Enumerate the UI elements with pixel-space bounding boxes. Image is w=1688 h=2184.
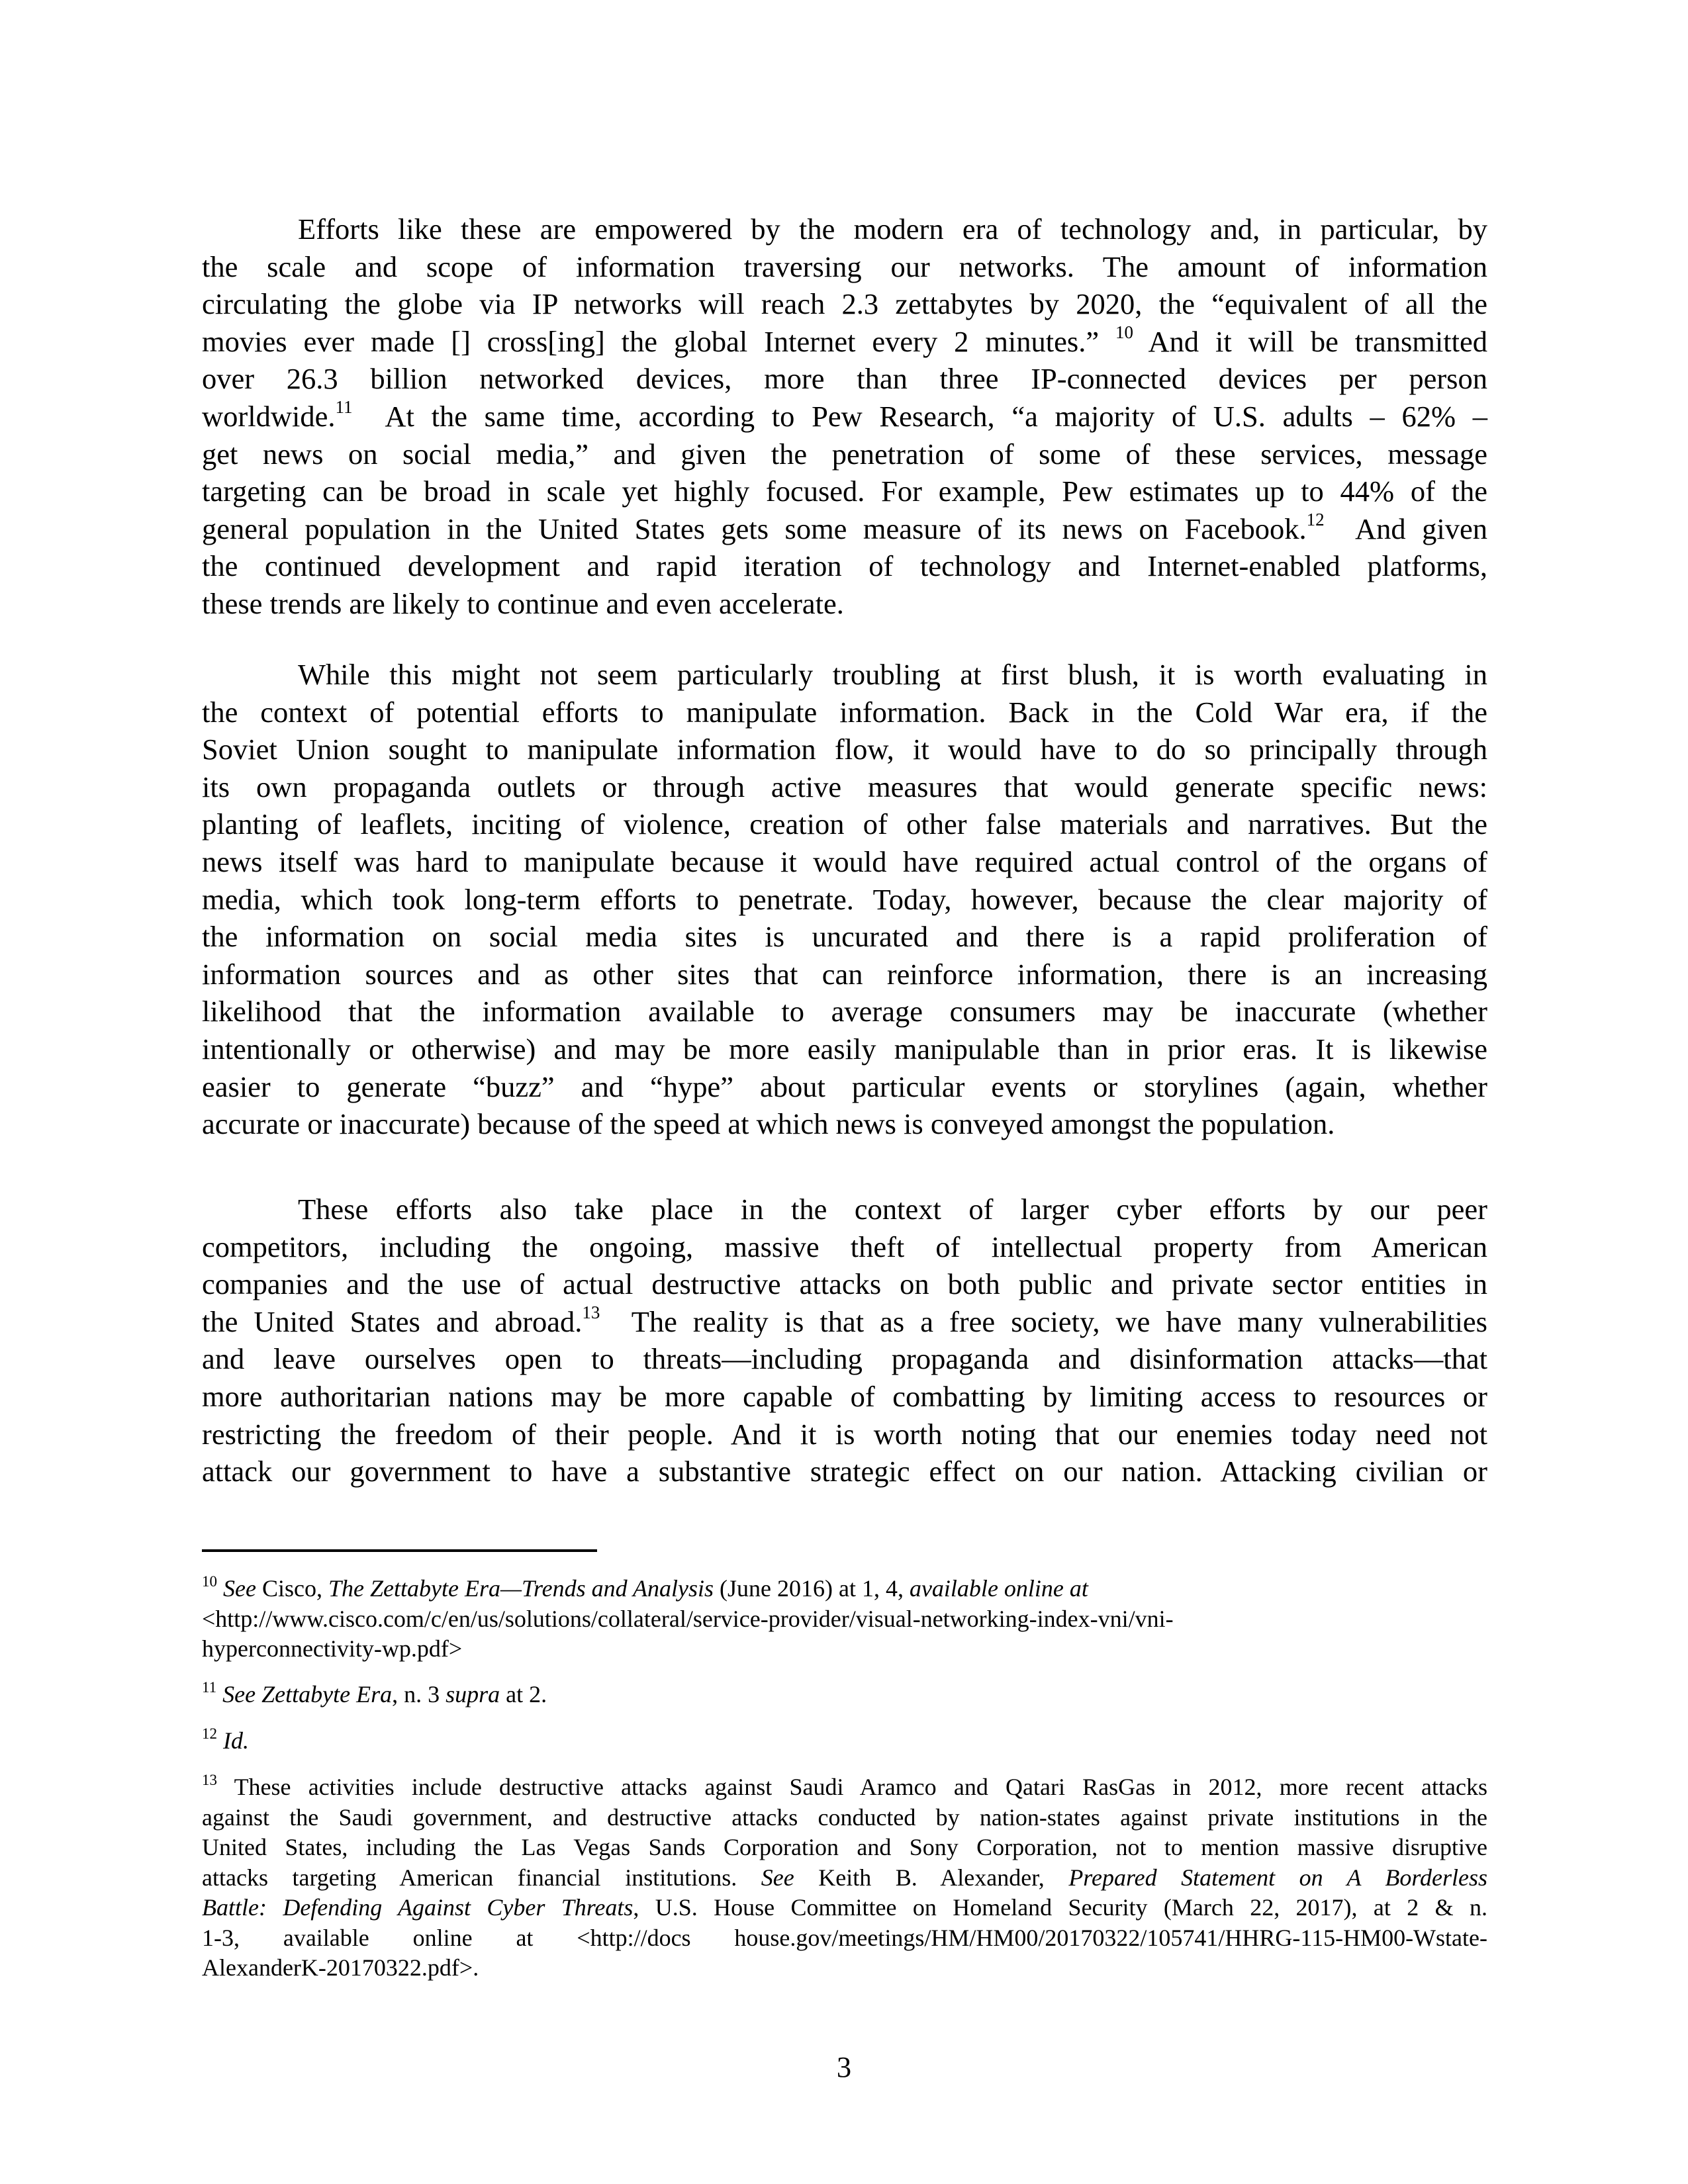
text-line: companies and the use of actual destructive attacks on both public and private sector entities in: [202, 1267, 1487, 1301]
text-segment: Keith B. Alexander,: [794, 1864, 1069, 1891]
text-line: accurate or inaccurate) because of the speed at which news is conveyed amongst the population.: [202, 1107, 1335, 1141]
footnote-number: 11: [202, 1679, 217, 1696]
citation-title: The Zettabyte Era—Trends and Analysis: [328, 1575, 714, 1602]
footnote-reference[interactable]: 10: [1115, 322, 1134, 342]
footnote-reference[interactable]: 12: [1306, 509, 1325, 529]
citation-title: Battle: Defending Against Cyber Threats: [202, 1894, 633, 1921]
footnote-12: [202, 1726, 1487, 1756]
text-line: [202, 1303, 1487, 1341]
footnote-url-line[interactable]: AlexanderK-20170322.pdf>.: [202, 1954, 479, 1981]
text-segment: worldwide.: [202, 399, 336, 433]
body-paragraph: [202, 656, 1487, 1143]
text-line: the continued development and rapid iteration of technology and Internet-enabled platforms,: [202, 549, 1487, 583]
text-line: the scale and scope of information traversing our networks. The amount of information: [202, 250, 1487, 283]
footnote-line: [202, 1574, 1487, 1604]
text-line: its own propaganda outlets or through active measures that would generate specific news:: [202, 770, 1487, 803]
footnote-11: [202, 1680, 1487, 1710]
text-segment: And it will be transmitted: [1148, 324, 1487, 358]
text-segment: At the same time, according to Pew Research, “a majority of U.S. adults – 62% –: [385, 399, 1488, 433]
text-segment: Cisco,: [256, 1575, 328, 1602]
text-line: While this might not seem particularly troubling at first blush, it is worth evaluating in: [298, 658, 1487, 691]
text-segment: , n. 3: [392, 1681, 446, 1707]
text-line: [202, 323, 1487, 361]
footnote-url-line[interactable]: hyperconnectivity-wp.pdf>: [202, 1635, 463, 1662]
page-number: 3: [836, 2050, 852, 2083]
citation-title: See Zettabyte Era: [222, 1681, 393, 1707]
footnote-line: United States, including the Las Vegas Sands Corporation and Sony Corporation, not to mention massive disruptive: [202, 1834, 1487, 1860]
text-line: get news on social media,” and given the penetration of some of these services, message: [202, 437, 1487, 471]
text-line: circulating the globe via IP networks will reach 2.3 zettabytes by 2020, the “equivalent of all the: [202, 287, 1487, 321]
text-line: easier to generate “buzz” and “hype” about particular events or storylines (again, whether: [202, 1069, 1487, 1103]
text-line: Soviet Union sought to manipulate information flow, it would have to do so principally through: [202, 733, 1487, 766]
text-line: the context of potential efforts to manipulate information. Back in the Cold War era, if the: [202, 695, 1487, 729]
footnote-number: 13: [202, 1772, 217, 1788]
footnote-13: [202, 1772, 1487, 1983]
signal-id: Id.: [223, 1727, 249, 1754]
text-line: media, which took long-term efforts to penetrate. Today, however, because the clear majority of: [202, 882, 1487, 916]
text-line: attack our government to have a substantive strategic effect on our nation. Attacking civilian or: [202, 1455, 1487, 1488]
footnote-line: against the Saudi government, and destructive attacks conducted by nation-states against private institutions in the: [202, 1803, 1487, 1831]
footnote-reference[interactable]: 11: [335, 396, 353, 417]
text-segment: And given: [1355, 512, 1487, 545]
text-segment: (June 2016) at 1, 4,: [714, 1575, 910, 1602]
text-line: restricting the freedom of their people. And it is worth noting that our enemies today need not: [202, 1417, 1487, 1451]
footnote-url-line[interactable]: <http://www.cisco.com/c/en/us/solutions/collateral/service-provider/visual-networking-index-vni/vni-: [202, 1605, 1174, 1632]
text-segment: available online at: [909, 1575, 1088, 1602]
text-line: and leave ourselves open to threats—including propaganda and disinformation attacks—that: [202, 1342, 1487, 1376]
footnote-line: [202, 1772, 1487, 1803]
citation-title: Prepared Statement on A Borderless: [1068, 1864, 1487, 1891]
text-line: These efforts also take place in the context of larger cyber efforts by our peer: [298, 1193, 1487, 1226]
text-segment: general population in the United States gets some measure of its news on Facebook.: [202, 512, 1307, 545]
text-line: news itself was hard to manipulate because it would have required actual control of the organs of: [202, 844, 1487, 878]
text-line: Efforts like these are empowered by the modern era of technology and, in particular, by: [298, 212, 1487, 246]
text-segment: movies ever made [] cross[ing] the global Internet every 2 minutes.”: [202, 324, 1100, 358]
text-line: these trends are likely to continue and even accelerate.: [202, 586, 844, 620]
text-line: targeting can be broad in scale yet highly focused. For example, Pew estimates up to 44% of the: [202, 475, 1487, 508]
text-segment: , U.S. House Committee on Homeland Security (March 22, 2017), at 2 & n.: [633, 1894, 1487, 1921]
footnote-line: [202, 1863, 1487, 1893]
text-line: over 26.3 billion networked devices, more than three IP-connected devices per person: [202, 362, 1487, 396]
footnote-10: [202, 1574, 1487, 1664]
footnote-separator: [202, 1549, 597, 1552]
text-line: intentionally or otherwise) and may be more easily manipulable than in prior eras. It is likewise: [202, 1032, 1487, 1066]
text-line: information sources and as other sites that can reinforce information, there is an increasing: [202, 957, 1487, 991]
footnote-number: 12: [202, 1725, 217, 1742]
text-segment: These activities include destructive attacks against Saudi Aramco and Qatari RasGas in 2012, more recent attacks: [234, 1774, 1488, 1800]
text-segment: supra: [445, 1681, 500, 1707]
footnote-url-line[interactable]: 1-3, available online at <http://docs house.gov/meetings/HM/HM00/20170322/105741/HHRG-115-HM00-Wstate-: [202, 1924, 1487, 1951]
text-segment: at 2.: [500, 1681, 547, 1707]
text-line: competitors, including the ongoing, massive theft of intellectual property from American: [202, 1230, 1487, 1263]
footnote-line: [202, 1726, 1487, 1756]
body-paragraph: [202, 210, 1487, 623]
text-segment: the United States and abroad.: [202, 1304, 583, 1338]
footnote-line: [202, 1893, 1487, 1923]
text-line: the information on social media sites is uncurated and there is a rapid proliferation of: [202, 920, 1487, 954]
text-segment: attacks targeting American financial institutions.: [202, 1864, 761, 1891]
text-line: likelihood that the information available to average consumers may be inaccurate (whether: [202, 995, 1487, 1028]
footnote-number: 10: [202, 1573, 217, 1590]
signal-see: See: [761, 1864, 794, 1891]
signal-see: See: [223, 1575, 256, 1602]
text-line: more authoritarian nations may be more capable of combatting by limiting access to resources or: [202, 1379, 1487, 1413]
footnote-line: [202, 1680, 1487, 1710]
body-paragraph: [202, 1191, 1487, 1490]
footnote-reference[interactable]: 13: [582, 1302, 600, 1322]
text-line: planting of leaflets, inciting of violence, creation of other false materials and narratives. But the: [202, 807, 1487, 841]
text-line: [202, 398, 1487, 435]
text-line: [202, 510, 1487, 548]
text-segment: The reality is that as a free society, we have many vulnerabilities: [631, 1304, 1488, 1338]
